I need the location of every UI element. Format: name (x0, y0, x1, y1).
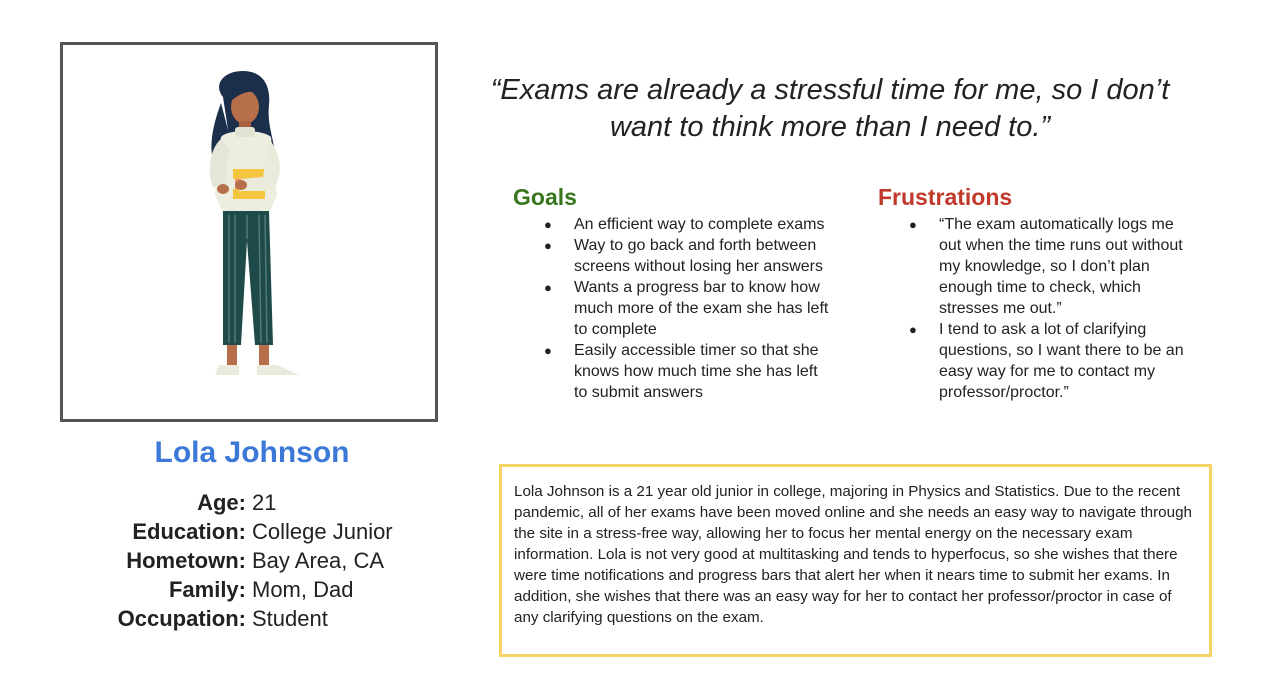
list-item (534, 214, 834, 235)
list-item (899, 319, 1199, 403)
bullet-icon: ● (544, 280, 552, 295)
persona-photo-frame (60, 42, 438, 422)
list-item (534, 235, 834, 277)
bullet-icon: ● (544, 238, 552, 253)
persona-name: Lola Johnson (154, 436, 350, 469)
persona-details (60, 488, 460, 633)
frustrations-heading: Frustrations (878, 184, 1013, 210)
persona-bio: Lola Johnson is a 21 year old junior in college, majoring in Physics and Statistics. Due to the recent pandemic, all of her exams have been moved online and she needs an easy way to navigate through the site in a stress-free way, allowing her to focus her mental energy on the necessary exam information. Lola is not very good at multitasking and tends to hyperfocus, so she wishes that there were time notifications and progress bars that alert her when it nears time to submit her exams. In addition, she wishes that there was an easy way for her to contact her professor/proctor in case of any clarifying questions on the exam. (499, 464, 1212, 657)
list-item (534, 340, 834, 403)
list-item (899, 214, 1199, 319)
detail-education (60, 517, 460, 546)
detail-value: Bay Area, CA (252, 548, 385, 573)
detail-value: 21 (252, 490, 277, 515)
frustration-text: “The exam automatically logs me out when the time runs out without my knowledge, so I don’t plan enough time to check, which stresses me out.” (939, 216, 1183, 317)
frustrations-list (899, 214, 1199, 403)
goal-text: Easily accessible timer so that she knows how much time she has left to submit answers (574, 342, 819, 401)
bullet-icon: ● (544, 343, 552, 358)
detail-label: Education: (132, 519, 246, 544)
detail-family (60, 575, 460, 604)
detail-value: College Junior (252, 519, 393, 544)
detail-occupation (60, 604, 460, 633)
goal-text: Way to go back and forth between screens without losing her answers (574, 237, 824, 275)
detail-value: Mom, Dad (252, 577, 354, 602)
detail-age (60, 488, 460, 517)
goals-list (534, 214, 834, 403)
detail-label: Hometown: (126, 548, 246, 573)
frustration-text: I tend to ask a lot of clarifying questions, so I want there to be an easy way for me to contact my professor/proctor.” (939, 321, 1184, 401)
list-item (534, 277, 834, 340)
goal-text: An efficient way to complete exams (574, 216, 825, 233)
bullet-icon: ● (544, 217, 552, 232)
goal-text: Wants a progress bar to know how much more of the exam she has left to complete (574, 279, 829, 338)
detail-label: Occupation: (117, 606, 246, 631)
detail-label: Family: (168, 577, 246, 602)
bullet-icon: ● (909, 322, 917, 337)
persona-illustration (63, 45, 435, 419)
detail-value: Student (252, 606, 328, 631)
detail-label: Age: (197, 490, 246, 515)
bullet-icon: ● (909, 217, 917, 232)
goals-heading: Goals (513, 184, 577, 210)
persona-quote: “Exams are already a stressful time for me, so I don’t want to think more than I need to.” (490, 74, 1170, 143)
detail-hometown (60, 546, 460, 575)
